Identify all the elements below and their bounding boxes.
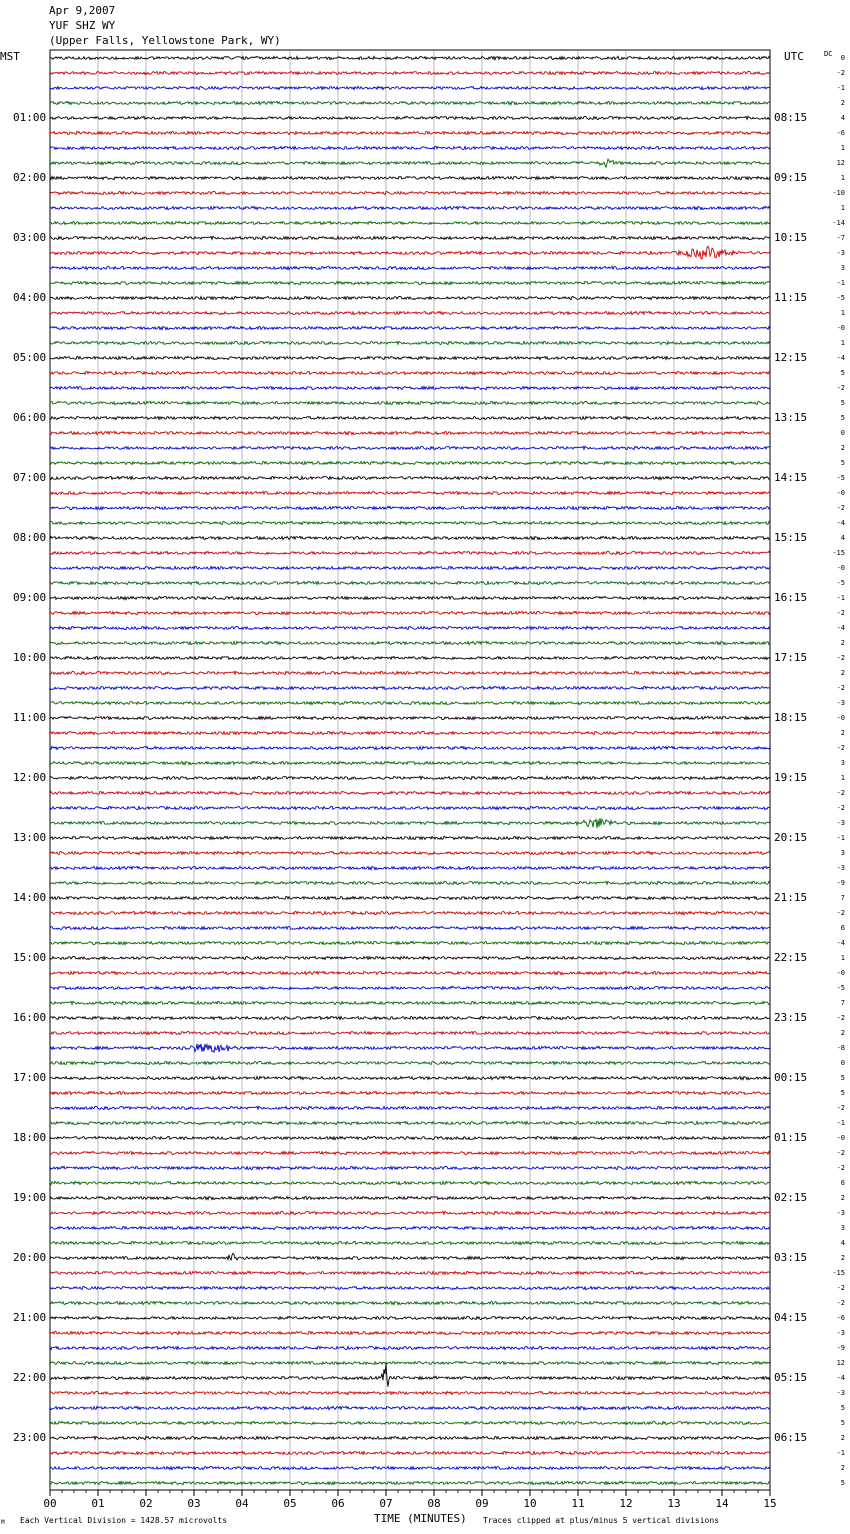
seismic-traces	[50, 56, 770, 1484]
right-hour-label: 18:15	[774, 711, 808, 724]
right-hour-label: 13:15	[774, 411, 808, 424]
left-timezone-label: MST	[0, 50, 20, 63]
right-hour-label: 06:15	[774, 1431, 808, 1444]
seismic-trace	[50, 701, 770, 704]
left-hour-label: 17:00	[13, 1071, 47, 1084]
dc-offset-value: -3	[836, 249, 845, 257]
seismic-trace	[50, 551, 770, 554]
seismic-trace	[50, 1364, 770, 1387]
left-hour-label: 12:00	[13, 771, 47, 784]
dc-offset-value: -4	[836, 624, 845, 632]
right-hour-label: 05:15	[774, 1371, 808, 1384]
dc-offset-value: -3	[836, 1389, 845, 1397]
dc-offset-value: -9	[836, 879, 845, 887]
dc-offset-value: 3	[840, 1224, 845, 1232]
dc-offset-value: -5	[836, 984, 845, 992]
dc-offset-value: -0	[836, 489, 845, 497]
seismic-trace	[50, 731, 770, 734]
seismic-trace	[50, 1391, 770, 1394]
time-axis	[43, 1490, 776, 1510]
seismic-trace	[50, 596, 770, 599]
dc-offset-value: 5	[840, 459, 845, 467]
seismic-trace	[50, 641, 770, 644]
x-tick-label: 13	[667, 1497, 681, 1510]
seismic-trace	[50, 356, 770, 359]
seismic-trace	[50, 1211, 770, 1214]
scale-note: Each Vertical Division = 1428.57 microvolts	[20, 1516, 228, 1525]
seismic-trace	[50, 806, 770, 809]
dc-offset-value: 2	[840, 99, 845, 107]
dc-offset-header: DC	[824, 50, 833, 58]
dc-offset-value: -0	[836, 714, 845, 722]
left-hour-label: 10:00	[13, 651, 47, 664]
seismic-trace	[50, 159, 770, 167]
seismic-trace	[50, 206, 770, 209]
minute-gridlines	[50, 50, 770, 1490]
seismic-trace	[50, 881, 770, 884]
right-hour-label: 00:15	[774, 1071, 808, 1084]
dc-offset-value: -3	[836, 699, 845, 707]
x-tick-label: 14	[715, 1497, 729, 1510]
seismic-trace	[50, 281, 770, 284]
right-hour-label: 22:15	[774, 951, 808, 964]
left-hour-label: 18:00	[13, 1131, 47, 1144]
right-hour-label: 17:15	[774, 651, 808, 664]
seismic-trace	[50, 926, 770, 929]
dc-offset-value: -5	[836, 294, 845, 302]
seismic-trace	[50, 746, 770, 749]
seismic-trace	[50, 1331, 770, 1334]
dc-offset-value: -0	[836, 564, 845, 572]
x-tick-label: 00	[43, 1497, 57, 1510]
dc-offset-value: -4	[836, 1374, 845, 1382]
dc-offset-value: 5	[840, 399, 845, 407]
dc-offset-value: -15	[832, 549, 845, 557]
seismic-trace	[50, 1346, 770, 1349]
plot-frame	[50, 50, 770, 1490]
seismic-trace	[50, 656, 770, 659]
seismic-trace	[50, 491, 770, 494]
dc-offset-value: -6	[836, 1314, 845, 1322]
dc-offset-value: -5	[836, 474, 845, 482]
right-hour-label: 02:15	[774, 1191, 808, 1204]
dc-offset-value: 1	[840, 309, 845, 317]
x-tick-label: 04	[235, 1497, 249, 1510]
left-hour-label: 05:00	[13, 351, 47, 364]
seismic-trace	[50, 146, 770, 149]
x-tick-label: 02	[139, 1497, 153, 1510]
seismic-trace	[50, 446, 770, 449]
seismic-trace	[50, 1271, 770, 1274]
right-hour-label: 09:15	[774, 171, 808, 184]
x-tick-label: 08	[427, 1497, 441, 1510]
dc-offset-value: -1	[836, 1119, 845, 1127]
seismic-trace	[50, 1481, 770, 1484]
seismic-trace	[50, 246, 770, 259]
dc-offset-value: -2	[836, 1299, 845, 1307]
dc-offset-value: -4	[836, 939, 845, 947]
dc-offset-value: 5	[840, 1479, 845, 1487]
dc-offset-value: 2	[840, 1254, 845, 1262]
seismic-trace	[50, 956, 770, 959]
seismic-trace	[50, 851, 770, 854]
seismic-trace	[50, 101, 770, 104]
dc-offset-value: 0	[840, 429, 845, 437]
x-tick-label: 12	[619, 1497, 633, 1510]
corner-mark: M	[1, 1519, 5, 1526]
dc-offset-value: 2	[840, 1434, 845, 1442]
right-hour-label: 23:15	[774, 1011, 808, 1024]
seismic-trace	[50, 986, 770, 989]
right-timezone-label: UTC	[784, 50, 804, 63]
dc-offset-value: -1	[836, 84, 845, 92]
seismic-trace	[50, 971, 770, 974]
dc-offset-value: -2	[836, 609, 845, 617]
dc-offset-value: 4	[840, 534, 845, 542]
left-hour-label: 19:00	[13, 1191, 47, 1204]
seismic-trace	[50, 776, 770, 779]
seismic-trace	[50, 1316, 770, 1319]
left-hour-label: 07:00	[13, 471, 47, 484]
seismic-trace	[50, 401, 770, 404]
dc-offset-value: 2	[840, 1464, 845, 1472]
seismic-trace	[50, 1466, 770, 1469]
dc-offset-value: -2	[836, 684, 845, 692]
seismic-trace	[50, 371, 770, 374]
seismic-trace	[50, 536, 770, 539]
right-hour-label: 20:15	[774, 831, 808, 844]
left-hour-label: 15:00	[13, 951, 47, 964]
dc-offset-value: 1	[840, 954, 845, 962]
dc-offset-value: 6	[840, 924, 845, 932]
seismic-trace	[50, 386, 770, 389]
dc-offset-value: -2	[836, 384, 845, 392]
seismic-trace	[50, 1044, 770, 1052]
seismic-trace	[50, 1436, 770, 1439]
dc-offset-value: -2	[836, 1164, 845, 1172]
dc-offset-value: 2	[840, 729, 845, 737]
dc-offset-value: -3	[836, 1209, 845, 1217]
seismic-trace	[50, 1136, 770, 1139]
dc-offset-value: 5	[840, 414, 845, 422]
seismic-trace	[50, 131, 770, 134]
x-tick-label: 15	[763, 1497, 777, 1510]
dc-offset-value: -2	[836, 654, 845, 662]
dc-offset-value: -0	[836, 324, 845, 332]
seismic-trace	[50, 1226, 770, 1229]
dc-offset-value: -8	[836, 1044, 845, 1052]
station-code: YUF SHZ WY	[49, 19, 116, 32]
seismic-trace	[50, 941, 770, 944]
seismic-trace	[50, 431, 770, 434]
x-tick-label: 05	[283, 1497, 297, 1510]
seismic-trace	[50, 581, 770, 584]
right-hour-label: 10:15	[774, 231, 808, 244]
dc-offset-value: 3	[840, 849, 845, 857]
seismic-trace	[50, 866, 770, 869]
x-tick-label: 09	[475, 1497, 489, 1510]
dc-offset-value: -4	[836, 354, 845, 362]
right-hour-label: 16:15	[774, 591, 808, 604]
seismic-trace	[50, 56, 770, 59]
seismic-trace	[50, 686, 770, 689]
x-tick-label: 07	[379, 1497, 393, 1510]
seismic-trace	[50, 1301, 770, 1304]
dc-offset-value: -2	[836, 804, 845, 812]
left-hour-label: 21:00	[13, 1311, 47, 1324]
right-hour-label: 15:15	[774, 531, 808, 544]
right-hour-label: 04:15	[774, 1311, 808, 1324]
seismic-trace	[50, 266, 770, 269]
dc-offset-value: -3	[836, 1329, 845, 1337]
seismic-trace	[50, 611, 770, 614]
dc-offset-value: -2	[836, 1284, 845, 1292]
x-tick-label: 11	[571, 1497, 585, 1510]
dc-offset-value: -2	[836, 909, 845, 917]
seismic-trace	[50, 341, 770, 344]
dc-offset-value: -7	[836, 234, 845, 242]
left-hour-label: 23:00	[13, 1431, 47, 1444]
dc-offset-value: 4	[840, 1239, 845, 1247]
dc-offset-value: 7	[840, 999, 845, 1007]
x-axis-title: TIME (MINUTES)	[374, 1512, 467, 1525]
seismic-trace	[50, 836, 770, 839]
record-date: Apr 9,2007	[49, 4, 116, 17]
seismic-trace	[50, 1286, 770, 1289]
seismic-trace	[50, 716, 770, 719]
dc-offset-value: -1	[836, 834, 845, 842]
left-hour-label: 11:00	[13, 711, 47, 724]
left-hour-label: 14:00	[13, 891, 47, 904]
left-hour-label: 13:00	[13, 831, 47, 844]
seismic-trace	[50, 1253, 770, 1260]
dc-offset-value: -5	[836, 579, 845, 587]
dc-offset-value: -4	[836, 519, 845, 527]
dc-offset-value: -9	[836, 1344, 845, 1352]
dc-offset-value: 5	[840, 1089, 845, 1097]
seismic-trace	[50, 1451, 770, 1454]
dc-offset-value: 12	[836, 159, 845, 167]
dc-offset-value: -1	[836, 1449, 845, 1457]
seismic-trace	[50, 461, 770, 464]
seismic-trace	[50, 191, 770, 194]
seismic-trace	[50, 1091, 770, 1094]
seismic-trace	[50, 236, 770, 239]
dc-offset-value: 7	[840, 894, 845, 902]
seismic-trace	[50, 1106, 770, 1109]
x-tick-label: 03	[187, 1497, 201, 1510]
right-hour-label: 12:15	[774, 351, 808, 364]
dc-offset-value: -2	[836, 744, 845, 752]
dc-offset-value: -0	[836, 969, 845, 977]
seismic-trace	[50, 671, 770, 674]
dc-offset-value: 2	[840, 1194, 845, 1202]
seismic-trace	[50, 791, 770, 794]
dc-offset-value: -3	[836, 864, 845, 872]
seismic-trace	[50, 1361, 770, 1364]
dc-offset-value: 2	[840, 444, 845, 452]
seismic-trace	[50, 1031, 770, 1034]
station-location: (Upper Falls, Yellowstone Park, WY)	[49, 34, 281, 47]
seismic-trace	[50, 1151, 770, 1154]
seismic-trace	[50, 818, 770, 828]
dc-offset-value: -2	[836, 1014, 845, 1022]
seismic-trace	[50, 1406, 770, 1409]
dc-offset-value: -0	[836, 1134, 845, 1142]
dc-offset-value: 0	[840, 1059, 845, 1067]
right-hour-label: 08:15	[774, 111, 808, 124]
dc-offset-value: 5	[840, 1419, 845, 1427]
dc-offset-value: -1	[836, 279, 845, 287]
seismic-trace	[50, 521, 770, 524]
right-hour-label: 19:15	[774, 771, 808, 784]
dc-offset-value: 5	[840, 1404, 845, 1412]
dc-offset-value: -2	[836, 69, 845, 77]
dc-offset-value: -10	[832, 189, 845, 197]
seismic-trace	[50, 416, 770, 419]
dc-offset-value: 1	[840, 174, 845, 182]
seismic-trace	[50, 221, 770, 224]
seismic-trace	[50, 71, 770, 74]
seismic-trace	[50, 911, 770, 914]
seismic-trace	[50, 566, 770, 569]
dc-offset-value: -14	[832, 219, 845, 227]
dc-offset-value: 12	[836, 1359, 845, 1367]
left-hour-label: 22:00	[13, 1371, 47, 1384]
dc-offset-value: -3	[836, 819, 845, 827]
dc-offset-value: 2	[840, 639, 845, 647]
clip-note: Traces clipped at plus/minus 5 vertical divisions	[483, 1516, 720, 1525]
seismic-trace	[50, 86, 770, 89]
right-hour-label: 03:15	[774, 1251, 808, 1264]
left-hour-label: 01:00	[13, 111, 47, 124]
seismic-trace	[50, 116, 770, 119]
left-hour-label: 02:00	[13, 171, 47, 184]
dc-offset-value: -1	[836, 594, 845, 602]
right-hour-label: 01:15	[774, 1131, 808, 1144]
seismic-trace	[50, 1181, 770, 1184]
seismic-trace	[50, 476, 770, 479]
seismic-trace	[50, 1076, 770, 1079]
seismic-trace	[50, 296, 770, 299]
left-hour-label: 20:00	[13, 1251, 47, 1264]
x-tick-label: 01	[91, 1497, 105, 1510]
seismic-trace	[50, 326, 770, 329]
dc-offset-value: -6	[836, 129, 845, 137]
dc-offset-value: 2	[840, 1029, 845, 1037]
dc-offset-value: 2	[840, 669, 845, 677]
seismic-trace	[50, 761, 770, 764]
seismic-trace	[50, 506, 770, 509]
left-hour-label: 04:00	[13, 291, 47, 304]
right-hour-label: 11:15	[774, 291, 808, 304]
dc-offset-value: 1	[840, 144, 845, 152]
dc-offset-value: 6	[840, 1179, 845, 1187]
dc-offset-value: 0	[840, 54, 845, 62]
dc-offset-value: -15	[832, 1269, 845, 1277]
x-tick-label: 10	[523, 1497, 537, 1510]
right-hour-label: 14:15	[774, 471, 808, 484]
seismic-trace	[50, 1166, 770, 1169]
left-hour-label: 03:00	[13, 231, 47, 244]
left-hour-label: 06:00	[13, 411, 47, 424]
x-tick-label: 06	[331, 1497, 345, 1510]
seismic-trace	[50, 1196, 770, 1199]
seismic-trace	[50, 896, 770, 899]
dc-offset-value: 1	[840, 204, 845, 212]
seismic-trace	[50, 1061, 770, 1064]
right-hour-label: 21:15	[774, 891, 808, 904]
seismic-trace	[50, 1241, 770, 1244]
dc-offset-value: 3	[840, 264, 845, 272]
seismic-trace	[50, 626, 770, 629]
left-hour-label: 09:00	[13, 591, 47, 604]
dc-offset-value: -2	[836, 504, 845, 512]
dc-offset-value: 5	[840, 1074, 845, 1082]
left-hour-label: 08:00	[13, 531, 47, 544]
seismic-trace	[50, 1421, 770, 1424]
seismic-trace	[50, 1121, 770, 1124]
dc-offset-value: -2	[836, 789, 845, 797]
seismic-trace	[50, 1016, 770, 1019]
left-hour-label: 16:00	[13, 1011, 47, 1024]
seismic-trace	[50, 311, 770, 314]
dc-offset-value: 1	[840, 774, 845, 782]
dc-offset-value: -2	[836, 1149, 845, 1157]
seismic-trace	[50, 1001, 770, 1004]
dc-offset-value: 5	[840, 369, 845, 377]
dc-offset-value: 1	[840, 339, 845, 347]
dc-offset-value: 3	[840, 759, 845, 767]
seismic-trace	[50, 176, 770, 179]
dc-offset-value: -2	[836, 1104, 845, 1112]
dc-offset-value: 4	[840, 114, 845, 122]
